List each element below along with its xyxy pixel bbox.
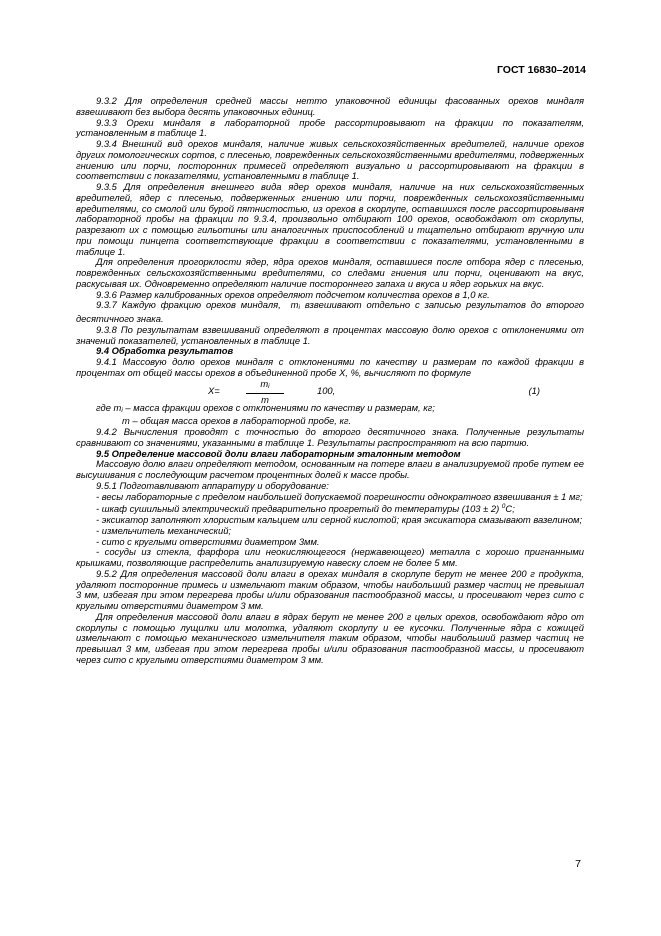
- mass-subscript: i: [298, 304, 300, 312]
- para-9-4-1: 9.4.1 Массовую долю орехов миндаля с отклонениями по качеству и размерам по каждой фракции в процентах от общей массы орехов в объединенной пробе X, %, вычисляют по формуле: [76, 356, 584, 378]
- para-9-3-5: 9.3.5 Для определения внешнего вида ядер орехов миндаля, наличие на них сельскохозяйственных вредителей, ядер с плесенью, подверженных гниению или порчи, поврежденных сельскохозяйственными вредителями, со смолой или бурой пятнистостью, из орехов в скорлупе, оставшихся после рассортировываня лабораторной пробы на фракции по 9.3.4, произвольно отбирают 100 орехов, освобождают от скорлупы, разрезают их с помощью гильотины или аналогичных приспособлений и тщательно отбирают вручную или при помощи пинцета соответствующие фракции в соответствии с показателями, установленными в таблице 1.: [76, 181, 584, 257]
- para-9-3-7-end: взвешивают отдельно с записью результатов до второго десятичного знака.: [76, 299, 584, 324]
- para-9-3-6: 9.3.6 Размер калиброванных орехов определяют подсчетом количества орехов в 1,0 кг.: [96, 288, 490, 300]
- degree-superscript: 0: [501, 503, 506, 511]
- para-9-5-1: 9.5.1 Подготавливают аппаратуру и оборудование:: [96, 479, 329, 491]
- para-9-3-4: 9.3.4 Внешний вид орехов миндаля, наличие живых сельскохозяйственных вредителей, наличие орехов других помологических сортов, с плесенью, поврежденных сельскохозяйственными вредителями, подверженных гниению или порчи, посторонних примесей определяют визуально и рассортировывают на фракции в соответствии с показателями, установленными в таблице 1.: [76, 138, 584, 182]
- para-9-5-2-kernels: Для определения массовой доли влаги в ядрах берут не менее 200 г целых орехов, освобождают ядро от скорлупы с помощью лущилки или молотка, удаляют скорлупу и ее кусочки. Полученные ядра с кожицей измельчают с помощью механического измельчителя таким образом, чтобы наибольший размер частиц не превышал 3 мм, избегая при этом перегрева пробы и/или образования пастообразной массы, и просеивают через сито с круглыми отверстиями диаметром 3 мм.: [76, 610, 584, 665]
- where-1-start: где m: [96, 401, 122, 413]
- para-9-3-8: 9.3.8 По результатам взвешиваний определяют в процентах массовую долю орехов с отклонениями от значений показателей, установленных в таблице 1.: [76, 323, 584, 346]
- para-9-3-3: 9.3.3 Орехи миндаля в лабораторной пробе рассортировывают на фракции по показателям, установленным в таблице 1.: [76, 116, 584, 139]
- oven-text-start: - шкаф сушильный электрический предварительно прогретый до температуры (103 ± 2): [96, 503, 502, 515]
- list-item-desiccator: - эксикатор заполняют хлористым кальцием или серной кислотой; края эксикатора смазывают вазелином;: [96, 514, 583, 526]
- mass-symbol: m: [290, 299, 299, 311]
- formula-num-subscript: i: [268, 382, 270, 390]
- formula-lhs: X=: [208, 384, 220, 396]
- para-9-3-2: 9.3.2 Для определения средней массы нетто упаковочной единицы фасованных орехов миндаля взвешивают без выбора десять упаковочных единиц.: [76, 95, 584, 117]
- oven-text-end: С;: [505, 503, 515, 515]
- formula-numerator: [246, 379, 284, 394]
- where-1-subscript: i: [121, 406, 123, 414]
- list-item-vessels: - сосуды из стекла, фарфора или неокисляющегося (нержавеющего) металла с хорошо пригнанными крышками, позволяющие распределить анализируемую навеску слоем не более 5 мм.: [76, 546, 584, 569]
- heading-9-4: 9.4 Обработка результатов: [96, 345, 234, 357]
- document-body: [76, 96, 584, 666]
- formula-denominator: m: [261, 393, 269, 405]
- para-9-5-intro: Массовую долю влаги определяют методом, основанным на потере влаги в анализируемой пробе путем ее высушивания с последующим расчетом процентных долей к массе пробы.: [76, 458, 584, 480]
- formula-fraction: [246, 379, 284, 405]
- list-item-scales: - весы лабораторные с пределом наибольшей допускаемой погрешности однократного взвешивания ± 1 мг;: [96, 490, 583, 502]
- list-item-sieve: - сито с круглыми отверстиями диаметром 3мм.: [96, 535, 320, 547]
- where-1-end: – масса фракции орехов с отклонениями по качеству и размерам, кг;: [122, 401, 435, 413]
- standard-header: ГОСТ 16830–2014: [496, 64, 586, 76]
- formula-number: (1): [528, 384, 540, 396]
- para-9-3-7-start: 9.3.7 Каждую фракцию орехов миндаля,: [96, 299, 281, 311]
- where-line-2: m – общая масса орехов в лабораторной пробе, кг.: [122, 415, 352, 427]
- para-9-5-2: 9.5.2 Для определения массовой доли влаги в орехах миндаля в скорлупе берут не менее 200 г продукта, удаляют посторонние примесь и измельчают таким образом, чтобы наибольший размер частиц не превышал 3 мм, избегая при этом перегрева пробы и/или образования пастообразной массы, и просеивают через сито с круглыми отверстиями диаметром 3 мм.: [76, 567, 584, 612]
- where-line-1: [76, 403, 584, 417]
- formula-1: [76, 379, 584, 403]
- formula-multiplier: 100,: [317, 384, 336, 396]
- formula-num-symbol: m: [260, 377, 269, 389]
- para-9-3-7: [76, 300, 584, 325]
- para-9-3-5-rancidity: Для определения прогорклости ядер, ядра орехов миндаля, оставшиеся после отбора ядер с плесенью, поврежденных сельскохозяйственными вредителями, со следами гниения или порчи, оценивают на вкус, раскусывая их. Одновременно определяют наличие постороннего запаха и вкуса и ядер горьких на вкус.: [76, 256, 584, 289]
- heading-9-5: 9.5 Определение массовой доли влаги лабораторным эталонным методом: [96, 447, 461, 459]
- list-item-grinder: - измельчитель механический;: [96, 524, 232, 536]
- para-9-4-2: 9.4.2 Вычисления проводят с точностью до второго десятичного знака. Полученные результаты сравнивают со значениями, указанными в таблице 1. Результаты распространяют на всю партию.: [76, 426, 584, 448]
- page-number: 7: [575, 858, 581, 870]
